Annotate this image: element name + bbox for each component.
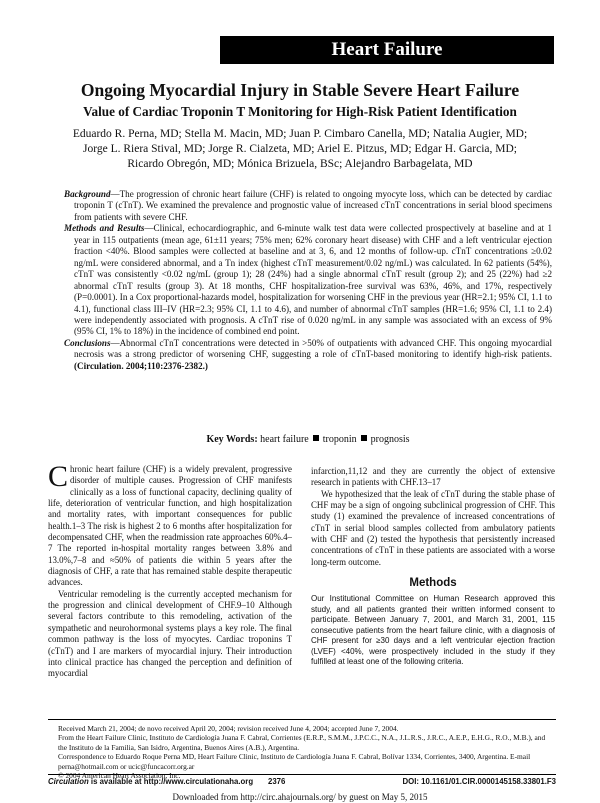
drop-cap: C <box>48 460 69 493</box>
square-bullet-icon <box>313 435 319 441</box>
body-paragraph: We hypothesized that the leak of cTnT during the stable phase of CHF may be a sign of ongoing subclinical progression of CHF. This study (1) examined the prevalence of increased concentrations of cTnT in serial blood samples collected from ambulatory patients with CHF and (2) tested the hypothesis that persistently increased concentrations of cTnT in these patients are associated with a worse long-term outcome. <box>311 488 555 567</box>
methods-paragraph: Our Institutional Committee on Human Research approved this study, and all patients granted their written informed consent to participate. Between January 7, 2001, and March 31, 2001, 115 consecutive patients from the heart failure clinic, with a diagnosis of CHF present for ≥30 days and a left ventricular ejection fraction (LVEF) <40%, were prospectively included in the study if they fulfilled at least one of the following criteria. <box>311 594 555 667</box>
methods-heading: Methods <box>409 577 457 590</box>
body-column-right <box>311 466 555 668</box>
abstract-conclusions <box>64 338 552 372</box>
keyword-item: troponin <box>322 434 357 445</box>
page-number: 2376 <box>268 777 286 786</box>
keywords <box>64 434 552 445</box>
author-list <box>50 127 550 172</box>
footnote-divider <box>48 719 556 720</box>
article-subtitle: Value of Cardiac Troponin T Monitoring for High-Risk Patient Identification <box>83 104 517 119</box>
intro-paragraph <box>48 460 292 589</box>
download-notice[interactable]: Downloaded from http://circ.ahajournals.org/ by guest on May 5, 2015 <box>172 792 428 802</box>
footnote-correspondence: Correspondence to Eduardo Roque Perna MD, Heart Failure Clinic, Instituto de Cardiología Juana F. Cabral, Bolívar 1334, Corrientes, 3400, Argentina. E-mail perna@hotmail.com or ucic@funcacorr.org.ar <box>58 752 531 771</box>
footnotes <box>58 724 556 780</box>
abstract-citation: (Circulation. 2004;110:2376-2382.) <box>74 360 208 371</box>
abstract-conclusions-text: —Abnormal cTnT concentrations were detected in >50% of outpatients with advanced CHF. This ongoing myocardial necrosis was a strong predictor of worsening CHF, suggesting a role of cTnT-based monitoring to identify high-risk patients. <box>74 337 552 360</box>
author-line: Jorge L. Riera Stival, MD; Jorge R. Cialzeta, MD; Ariel E. Pitzus, MD; Edgar H. Garcia, MD; <box>83 143 517 155</box>
methods-section <box>311 594 555 668</box>
keyword-item: heart failure <box>260 434 309 445</box>
footnote-affiliation: From the Heart Failure Clinic, Instituto de Cardiología Juana F. Cabral, Corrientes (E.R.P., S.M.M., J.P.C.C., N.A., J.L.R.S., J.R.C., A.E.P., E.H.G., R.O., M.B.), and the Instituto de la Familia, San Isidro, Argentina, Buenos Aires (A.B.), Argentina. <box>58 733 546 752</box>
intro-paragraph: Ventricular remodeling is the currently accepted mechanism for the progression and clinical development of CHF.9–10 Although several factors contribute to this remodeling, activation of the sympathetic and neurohormonal systems plays a key role. The final common pathway is the loss of myocytes. Cardiac troponins T (cTnT) and I are markers of myocardial injury. Their introduction into clinical practice has changed the perception and definition of myocardial <box>48 588 292 679</box>
keywords-label: Key Words: <box>206 434 258 445</box>
abstract-background <box>64 189 552 223</box>
article-title: Ongoing Myocardial Injury in Stable Severe Heart Failure <box>80 80 520 100</box>
abstract-methods-label: Methods and Results <box>64 223 145 234</box>
journal-name: Circulation <box>48 777 89 786</box>
footnote-copyright: © 2004 American Heart Association, Inc. <box>58 771 181 781</box>
abstract-methods <box>64 223 552 338</box>
footnote-received: Received March 21, 2004; de novo received April 20, 2004; revision received June 4, 2004; accepted June 7, 2004. <box>58 724 399 733</box>
journal-availability <box>48 777 253 786</box>
author-line: Ricardo Obregón, MD; Mónica Brizuela, BSc; Alejandro Barbagelata, MD <box>127 158 473 170</box>
doi[interactable]: DOI: 10.1161/01.CIR.0000145158.33801.F3 <box>402 777 556 786</box>
square-bullet-icon <box>361 435 367 441</box>
footer-divider <box>48 774 556 775</box>
author-line: Eduardo R. Perna, MD; Stella M. Macin, MD; Juan P. Cimbaro Canella, MD; Natalia Augier, MD; <box>72 128 528 140</box>
abstract-conclusions-label: Conclusions <box>64 337 111 348</box>
abstract-background-label: Background <box>64 189 111 199</box>
journal-url[interactable]: is available at http://www.circulationaha.org <box>90 777 254 786</box>
abstract <box>64 189 552 372</box>
section-banner: Heart Failure <box>220 36 554 64</box>
intro-text: hronic heart failure (CHF) is a widely prevalent, progressive disorder of multiple causes. Progression of CHF manifests clinically as a loss of functional capacity, declining quality of life, deterioration of ventricular function, and high hospitalization and mortality rates, with important consequences for public health.1–3 The risk is highest 2 to 6 months after hospitalization for decompensated CHF, when the readmission rate approaches 60%.4–7 The reported in-hospital mortality ranges between 3.8% and 13.0%,7–8 and ≈50% of patients die within 5 years after the diagnosis of CHF, a rate that has remained stable despite therapeutic advances. <box>48 464 292 588</box>
keyword-item: prognosis <box>370 434 410 445</box>
body-column-left <box>48 460 292 680</box>
abstract-background-text: —The progression of chronic heart failure (CHF) is related to ongoing myocyte loss, which can be detected by cardiac troponin T (cTnT). We examined the prevalence and prognostic value of increased cTnT concentrations in serial blood specimens from patients with severe CHF. <box>74 189 552 222</box>
abstract-methods-text: —Clinical, echocardiographic, and 6-minute walk test data were collected prospectively at baseline and at 1 year in 115 outpatients (mean age, 61±11 years; 75% men; 62% coronary heart disease) with CHF and a left ventricular ejection fraction <40%. Blood samples were collected at baseline and at 3, 6, and 12 months of follow-up. cTnT concentrations ≥0.02 ng/mL were considered abnormal, and a Tn index (highest cTnT measurement/0.02 ng/mL) was calculated. In 62 patients (54%), cTnT was consistently <0.02 ng/mL (group 1); 28 (24%) had a single abnormal cTnT result (group 2); and 25 (22%) had ≥2 abnormal cTnT results (group 3). At 18 months, CHF hospitalization-free survival was 63%, 46%, and 17%, respectively (P=0.0001). In a Cox proportional-hazards model, hospitalization for worsening CHF in the previous year (HR=2.1; 95% CI, 1.1 to 4.1), functional class III–IV (HR=2.3; 95% CI, 1.1 to 4.6), and number of abnormal cTnT samples (HR=1.6; 95% CI, 1.1 to 2.4) were independently associated with prognosis. A cTnT rise of 0.020 ng/mL in any sample was associated with an excess of 9% (95% CI, 1% to 18%) in the incidence of combined end point. <box>74 223 553 337</box>
body-paragraph: infarction,11,12 and they are currently the object of extensive research in patients with CHF.13–17 <box>311 466 555 488</box>
